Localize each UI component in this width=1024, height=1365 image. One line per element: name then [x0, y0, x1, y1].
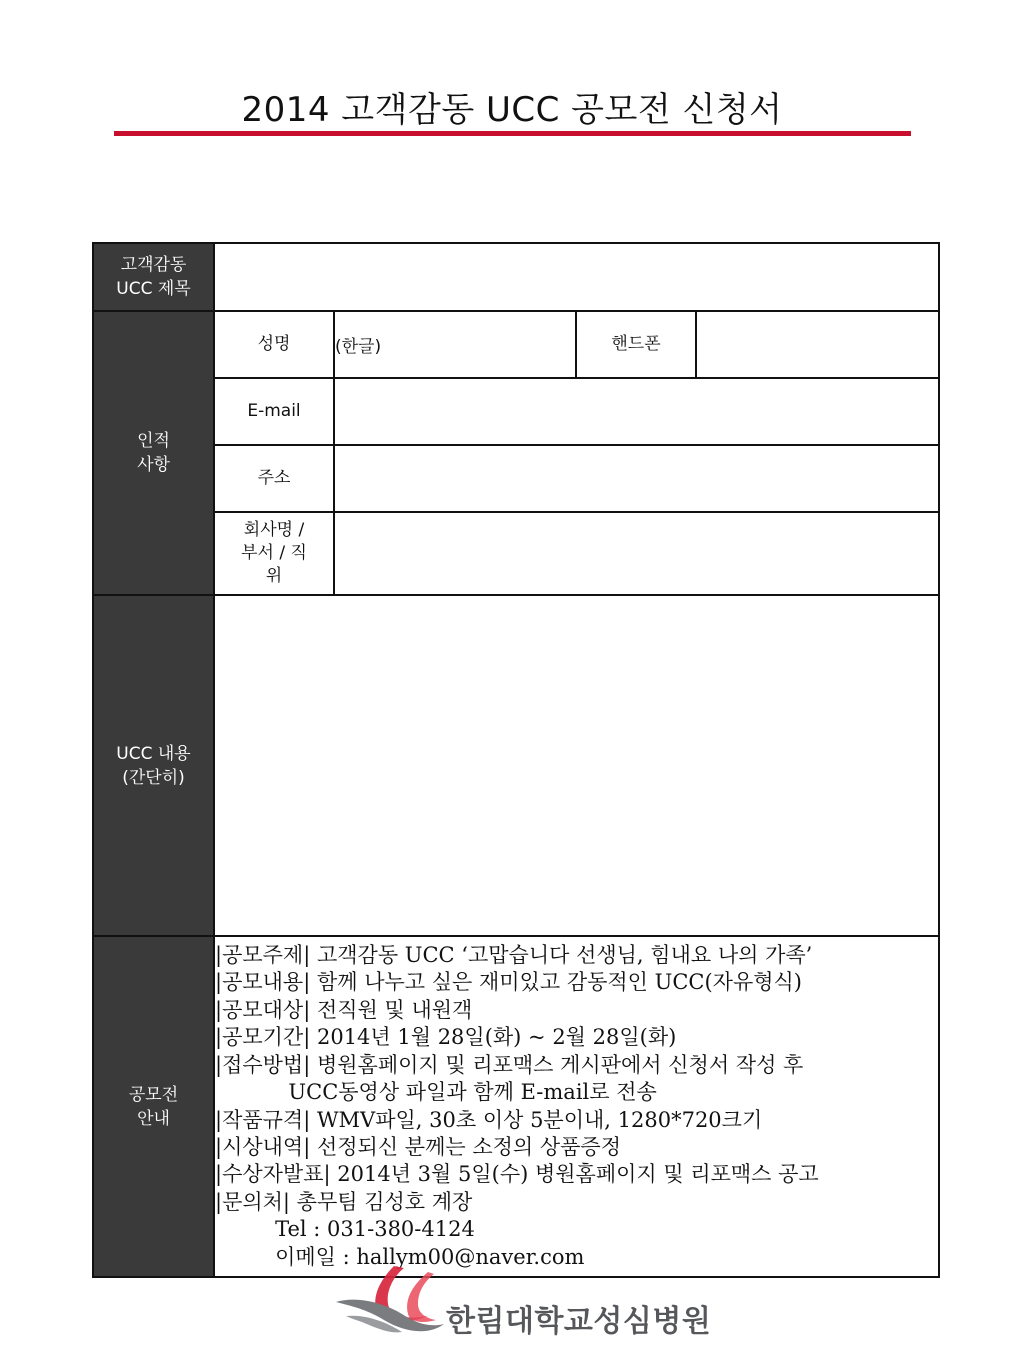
notice-line-theme: |공모주제| 고객감동 UCC ‘고맙습니다 선생님, 힘내요 나의 가족’ [215, 943, 813, 968]
page-title: 2014 고객감동 UCC 공모전 신청서 [241, 90, 783, 130]
email-field[interactable] [334, 378, 939, 445]
notice-line-award: |시상내역| 선정되신 분께는 소정의 상품증정 [215, 1134, 621, 1159]
notice-line-submission-cont: UCC동영상 파일과 함께 E-mail로 전송 [215, 1080, 657, 1105]
contest-notice-body [214, 936, 939, 1277]
title-underline [114, 131, 911, 136]
notice-line-period: |공모기간| 2014년 1월 28일(화) ~ 2월 28일(화) [215, 1025, 677, 1050]
phone-field[interactable] [696, 311, 939, 378]
name-field[interactable]: (한글) [334, 311, 576, 378]
notice-line-spec: |작품규격| WMV파일, 30초 이상 5분이내, 1280*720크기 [215, 1107, 763, 1132]
hospital-name: 한림대학교성심병원 [446, 1304, 712, 1339]
company-label: 회사명 / 부서 / 직 위 [214, 512, 334, 595]
hallym-swoosh-logo-icon [332, 1262, 452, 1346]
notice-line-submission: |접수방법| 병원홈페이지 및 리포맥스 게시판에서 신청서 작성 후 [215, 1052, 804, 1077]
ucc-title-header: 고객감동 UCC 제목 [93, 243, 214, 311]
notice-line-announcement: |수상자발표| 2014년 3월 5일(수) 병원홈페이지 및 리포맥스 공고 [215, 1162, 819, 1187]
personal-info-header: 인적 사항 [93, 311, 214, 595]
address-field[interactable] [334, 445, 939, 512]
notice-line-contact: |문의처| 총무팀 김성호 계장 [215, 1189, 473, 1214]
ucc-title-field[interactable] [214, 243, 939, 311]
email-label: E-mail [214, 378, 334, 445]
ucc-content-header: UCC 내용 (간단히) [93, 595, 214, 936]
company-field[interactable] [334, 512, 939, 595]
contest-notice-header: 공모전 안내 [93, 936, 214, 1277]
address-label: 주소 [214, 445, 334, 512]
ucc-content-field[interactable] [214, 595, 939, 936]
notice-line-content: |공모내용| 함께 나누고 싶은 재미있고 감동적인 UCC(자유형식) [215, 970, 802, 995]
notice-line-email: 이메일 : hallym00@naver.com [215, 1244, 585, 1269]
phone-label: 핸드폰 [576, 311, 696, 378]
name-label: 성명 [214, 311, 334, 378]
hospital-logo [332, 1262, 722, 1346]
notice-line-target: |공모대상| 전직원 및 내원객 [215, 997, 473, 1022]
notice-line-tel: Tel : 031-380-4124 [215, 1217, 475, 1242]
application-form [92, 242, 940, 1278]
